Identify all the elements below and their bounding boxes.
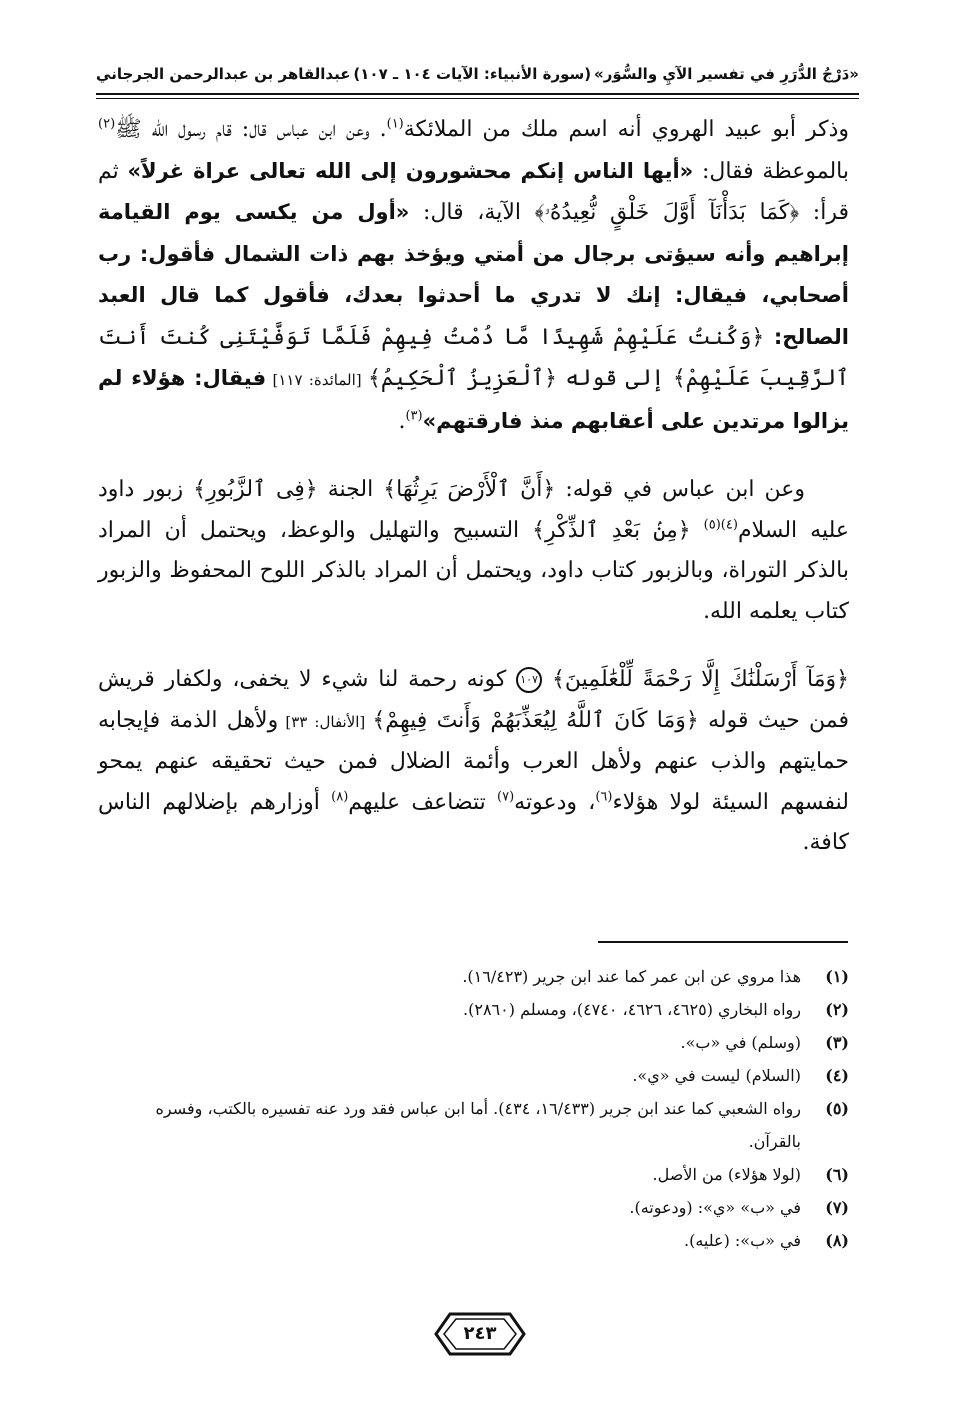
page-number: ٢٤٣ — [463, 1323, 497, 1344]
header-book-title: «دَرْجُ الدُّرَرِ في تفسير الآيِ والسُّوَر» — [594, 65, 859, 83]
hadith-text: «أيها الناس إنكم محشورون إلى الله تعالى عراة غرلاً» — [127, 158, 694, 183]
footnote-divider — [598, 941, 848, 943]
footnote-item — [108, 1158, 849, 1191]
running-header — [96, 60, 859, 88]
text-run: وذكر أبو عبيد الهروي أنه اسم ملك من الملائكة — [403, 117, 849, 142]
footnote-text: (السلام) ليست في «ي». — [632, 1066, 801, 1085]
main-text — [98, 110, 849, 864]
footnote-text: هذا مروي عن ابن عمر كما عند ابن جرير (١٦/٤٢٣). — [462, 967, 801, 986]
footnote-item — [108, 1191, 849, 1224]
footnote-number: (٣) — [825, 1033, 849, 1052]
text-run: الآية، قال: — [409, 200, 535, 225]
footnote-item — [108, 1059, 849, 1092]
text-run — [691, 518, 704, 543]
footnote-text: رواه البخاري (٤٦٢٥، ٤٦٢٦، ٤٧٤٠)، ومسلم (٢٨٦٠). — [463, 1000, 801, 1019]
text-run: إلى قوله — [556, 366, 673, 391]
quran-quote: ﴿أَنَّ ٱلْأَرْضَ يَرِثُهَا﴾ — [383, 477, 556, 502]
quran-quote: ﴿ٱلْعَزِيزُ ٱلْحَكِيمُ﴾ — [367, 366, 557, 391]
text-run: أوزارهم بإضلالهم الناس كافة. — [98, 789, 849, 855]
footnote-item — [108, 1026, 849, 1059]
quran-quote: ﴿فِى ٱلزَّبُورِ﴾ — [193, 477, 318, 502]
footnote-text: في «ب» «ي»: (ودعوته). — [629, 1198, 801, 1217]
footnote-item — [108, 1224, 849, 1257]
footnote-text: رواه الشعبي كما عند ابن جرير (١٦/٤٣٣، ٤٣٤). أما ابن عباس فقد ورد عنه تفسيره بالكتب، وفسره بالقرآن. — [155, 1099, 801, 1151]
text-run: . وعن ابن عباس قال: قام رسول الله ﷺ — [115, 117, 387, 142]
paragraph-2 — [98, 470, 849, 632]
verse-reference: [المائدة: ١١٧] — [266, 371, 368, 389]
hadith-text: فيقال: هؤلاء لم يزالوا مرتدين على أعقابهم منذ فارقتهم» — [98, 366, 849, 433]
quran-quote: ﴿وَمَا كَانَ ٱللَّهُ لِيُعَذِّبَهُمْ وَأَنتَ فِيهِمْ﴾ — [372, 707, 699, 733]
verse-reference: [الأنفال: ٣٣] — [278, 712, 373, 731]
header-divider — [96, 93, 859, 99]
footnote-item — [108, 960, 849, 993]
text-run: زبور داود عليه السلام — [98, 477, 849, 543]
header-author: عبدالقاهر بن عبدالرحمن الجرجاني — [96, 65, 351, 83]
hadith-text: «أول من يكسى يوم القيامة إبراهيم وأنه سيؤتى برجال من أمتي ويؤخذ بهم ذات الشمال فأقول: رب أصحابي، فيقال: إنك لا تدري ما أحدثوا بعدك، فأقول كما قال العبد الصالح: — [98, 200, 849, 349]
footnote-ref: (١) — [386, 116, 404, 132]
footnote-item — [108, 1092, 849, 1158]
text-run: ، ودعوته — [514, 789, 596, 815]
footnote-number: (٦) — [825, 1165, 849, 1184]
footnote-ref: (٣) — [405, 408, 423, 424]
quran-quote: ﴿مِنۢ بَعْدِ ٱلذِّكْرِ﴾ — [532, 517, 691, 543]
footnote-number: (٧) — [825, 1198, 849, 1217]
text-run: بالموعظة فقال: — [693, 158, 849, 184]
footnote-text: (وسلم) في «ب». — [680, 1033, 801, 1052]
footnote-ref: (٢) — [98, 116, 116, 132]
text-run: تتضاعف عليهم — [348, 789, 498, 815]
quran-quote: ﴿كَمَا بَدَأْنَآ أَوَّلَ خَلْقٍ نُّعِيدُهُۥ﴾ — [534, 200, 800, 225]
page-number-ornament — [434, 1311, 526, 1357]
text-run: . — [398, 408, 406, 434]
text-run: وعن ابن عباس في قوله: — [555, 477, 805, 502]
text-run: ثم قرأ: — [98, 158, 849, 225]
footnote-ref: (٧) — [497, 789, 515, 805]
footnote-number: (٢) — [825, 1000, 849, 1019]
footnote-number: (١) — [825, 967, 849, 986]
footnotes — [108, 960, 849, 1257]
footnote-text: (لولا هؤلاء) من الأصل. — [652, 1165, 801, 1184]
text-run: الجنة — [317, 477, 384, 502]
paragraph-1 — [98, 110, 849, 442]
footnote-text: في «ب»: (عليه). — [683, 1231, 801, 1250]
verse-number-marker: ١٠٧ — [516, 667, 542, 693]
quran-quote: ﴿وَكُنتُ عَلَيْهِمْ شَهِيدًا مَّا دُمْتُ فِيهِمْ فَلَمَّا تَوَفَّيْتَنِى كُنتَ أَنتَ ٱلرَّقِيبَ عَلَيْهِمْ﴾ — [98, 324, 850, 391]
text-run: كونه رحمة لنا شيء لا يخفى، ولكفار قريش فمن حيث قوله — [98, 667, 850, 733]
paragraph-3 — [98, 660, 849, 864]
footnote-item — [108, 993, 849, 1026]
footnote-ref: (٤)(٥) — [703, 517, 738, 533]
footnote-ref: (٦) — [595, 789, 613, 805]
footnote-ref: (٨) — [331, 789, 349, 805]
header-surah-info: (سورة الأنبياء: الآيات ١٠٤ ـ ١٠٧) — [353, 65, 592, 83]
footnote-number: (٨) — [825, 1231, 849, 1250]
text-run: التسبيح والتهليل والوعظ، ويحتمل أن المراد بالذكر التوراة، وبالزبور كتاب داود، ويحتمل أن المراد بالذكر اللوح المحفوظ والزبور كتاب يعلمه الله. — [98, 517, 849, 624]
quran-quote: ﴿وَمَآ أَرْسَلْنَٰكَ إِلَّا رَحْمَةً لِّلْعَٰلَمِينَ﴾ — [551, 667, 850, 692]
footnote-number: (٤) — [825, 1066, 849, 1085]
text-run: ولأهل الذمة فإيجابه حمايتهم والذب عنهم ولأهل العرب وأئمة الضلال فمن حيث تحقيقه عنهم يمحو لنفسهم السيئة لولا هؤلاء — [98, 707, 849, 815]
footnote-number: (٥) — [825, 1099, 849, 1118]
